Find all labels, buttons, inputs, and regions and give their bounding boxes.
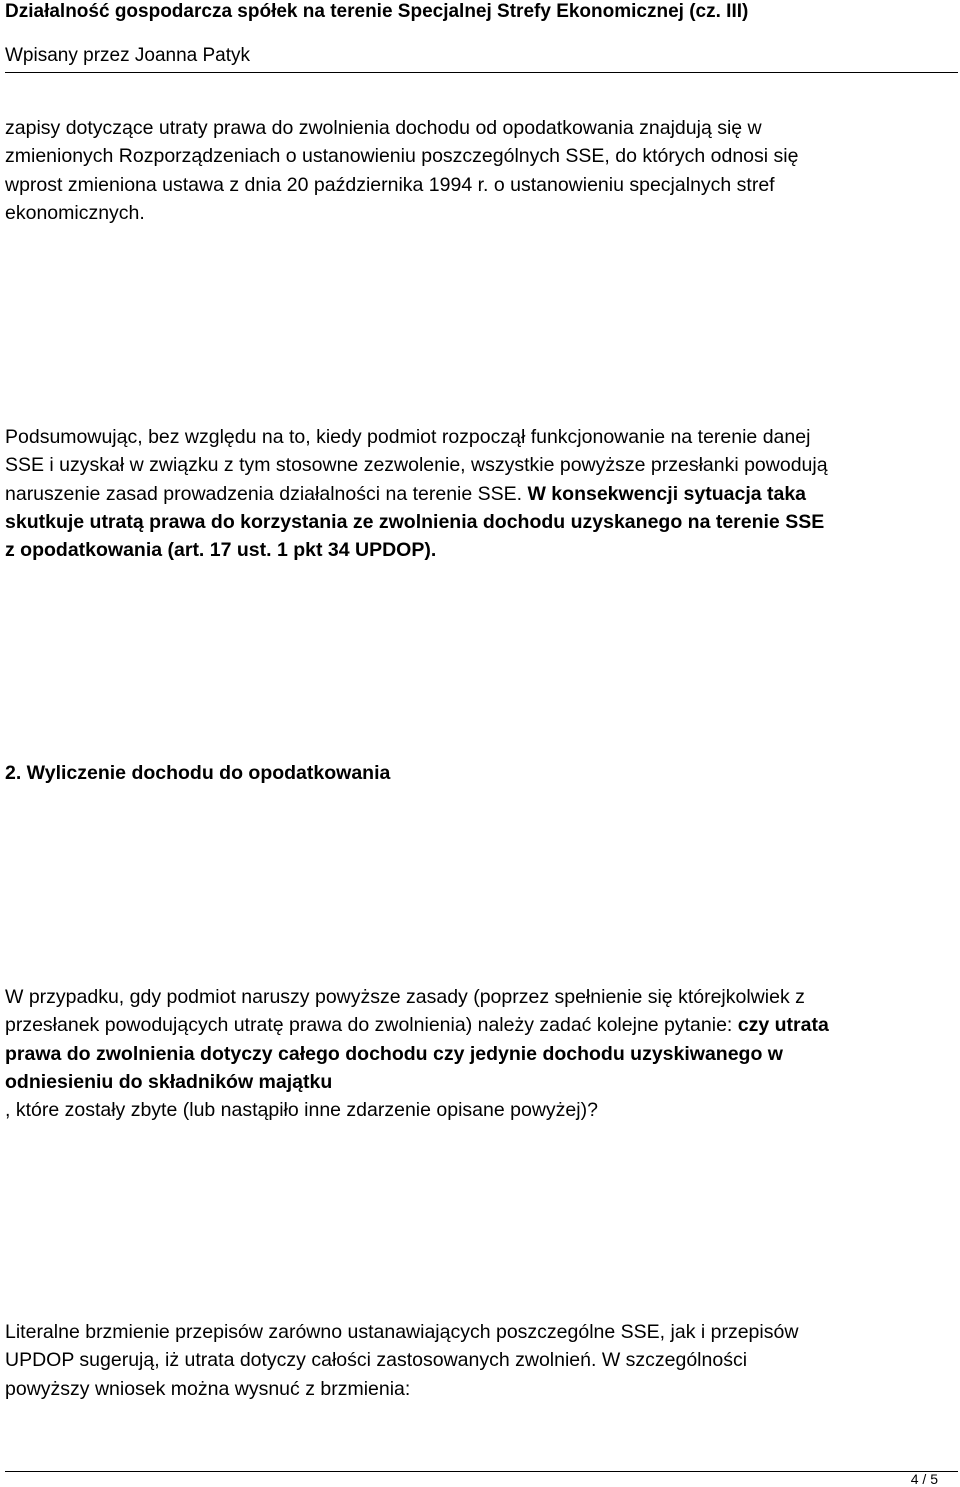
- text-line-bold: skutkuje utratą prawa do korzystania ze zwolnienia dochodu uzyskanego na terenie SSE: [5, 510, 825, 533]
- section-heading: 2. Wyliczenie dochodu do opodatkowania: [5, 762, 391, 784]
- text-line-bold: z opodatkowania (art. 17 ust. 1 pkt 34 UPDOP).: [5, 539, 437, 562]
- text-line-bold: odniesieniu do składników majątku: [5, 1070, 333, 1093]
- text-line: Literalne brzmienie przepisów zarówno ustanawiających poszczególne SSE, jak i przepisów: [5, 1321, 799, 1343]
- text-line: powyższy wniosek można wysnuć z brzmienia:: [5, 1377, 411, 1400]
- paragraph-1: [5, 114, 957, 227]
- text-line: wprost zmieniona ustawa z dnia 20 października 1994 r. o ustanowieniu specjalnych stref: [5, 173, 775, 196]
- paragraph-3: [5, 983, 957, 1124]
- text-line-mixed: [5, 480, 957, 508]
- text-regular: naruszenie zasad prowadzenia działalności na terenie SSE.: [5, 482, 528, 505]
- text-line-mixed: [5, 1011, 957, 1039]
- text-line: Podsumowując, bez względu na to, kiedy podmiot rozpoczął funkcjonowanie na terenie danej: [5, 426, 811, 448]
- text-line: zmienionych Rozporządzeniach o ustanowieniu poszczególnych SSE, do których odnosi się: [5, 145, 799, 168]
- text-line: ekonomicznych.: [5, 201, 145, 224]
- page-number: 4 / 5: [910, 1471, 938, 1487]
- paragraph-4: [5, 1318, 957, 1403]
- author-line: Wpisany przez Joanna Patyk: [5, 45, 251, 66]
- text-line: , które zostały zbyte (lub nastąpiło inne zdarzenie opisane powyżej)?: [5, 1099, 598, 1122]
- text-bold: czy utrata: [737, 1014, 829, 1037]
- text-line: SSE i uzyskał w związku z tym stosowne zezwolenie, wszystkie powyższe przesłanki powodują: [5, 454, 828, 477]
- text-line: zapisy dotyczące utraty prawa do zwolnienia dochodu od opodatkowania znajdują się w: [5, 117, 762, 139]
- text-line-bold: prawa do zwolnienia dotyczy całego dochodu czy jedynie dochodu uzyskiwanego w: [5, 1042, 783, 1065]
- text-regular: przesłanek powodujących utratę prawa do zwolnienia) należy zadać kolejne pytanie:: [5, 1014, 738, 1037]
- text-bold: W konsekwencji sytuacja taka: [527, 482, 807, 505]
- text-line: W przypadku, gdy podmiot naruszy powyższe zasady (poprzez spełnienie się którejkolwiek z: [5, 986, 805, 1008]
- header-divider: [5, 72, 958, 73]
- footer-divider: [5, 1471, 958, 1472]
- document-title: Działalność gospodarcza spółek na terenie Specjalnej Strefy Ekonomicznej (cz. III): [5, 1, 749, 22]
- paragraph-2: [5, 423, 957, 564]
- text-line: UPDOP sugerują, iż utrata dotyczy całości zastosowanych zwolnień. W szczególności: [5, 1349, 748, 1372]
